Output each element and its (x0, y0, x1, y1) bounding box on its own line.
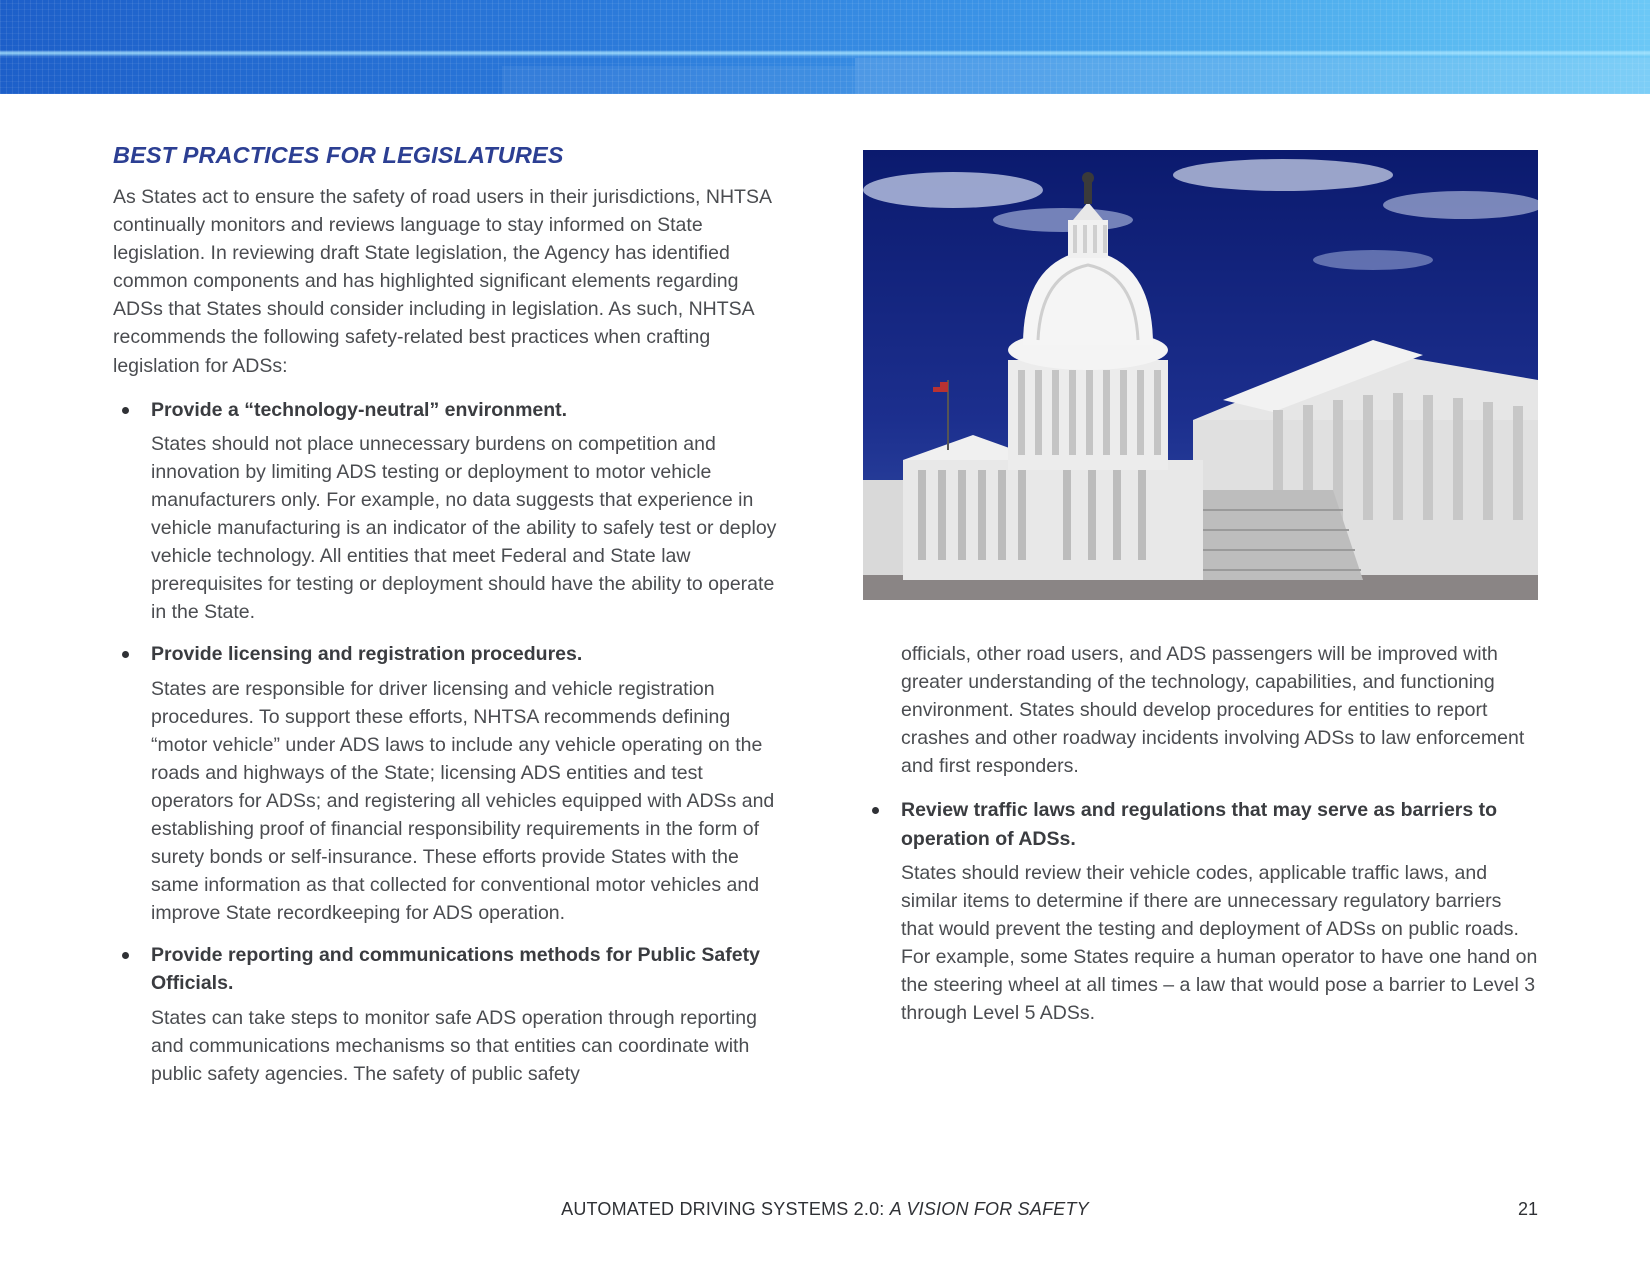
intro-paragraph: As States act to ensure the safety of road users in their jurisdictions, NHTSA continually monitors and reviews language to stay informed on State legislation. In reviewing draft State legislation, the Agency has identified common components and has highlighted significant elements regarding ADSs that States should consider including in legislation. As such, NHTSA recommends the following safety-related best practices when crafting legislation for ADSs: (113, 186, 771, 377)
continuation-paragraph: officials, other road users, and ADS passengers will be improved with greater understanding of the technology, capabilities, and functioning environment. States should develop procedures for entities to report crashes and other roadway incidents involving ADSs to law enforcement and first responders. (901, 643, 1525, 778)
footer-title-italic: A VISION FOR SAFETY (889, 1199, 1089, 1219)
right-column (863, 640, 1539, 1041)
bullet-icon (122, 407, 129, 414)
list-item (113, 396, 785, 627)
left-column (113, 142, 785, 1102)
bullet-title: Provide licensing and registration procedures. (151, 643, 583, 666)
bullet-title: Provide reporting and communications methods for Public Safety Officials. (151, 944, 760, 995)
banner-accent (502, 66, 855, 94)
page-number: 21 (1517, 1199, 1538, 1219)
footer-title-main: AUTOMATED DRIVING SYSTEMS 2.0: (561, 1199, 890, 1219)
bullet-title: Review traffic laws and regulations that may serve as barriers to operation of ADSs. (901, 799, 1498, 850)
section-heading: BEST PRACTICES FOR LEGISLATURES (113, 142, 564, 168)
capitol-illustration (863, 150, 1538, 600)
list-item (863, 796, 1539, 1027)
bullet-icon (122, 952, 129, 959)
bullet-title: Provide a “technology-neutral” environment. (151, 398, 568, 421)
banner-accent (855, 58, 1650, 94)
capitol-building-photo (863, 150, 1538, 600)
footer-document-title (0, 1199, 1650, 1220)
bullet-body: States can take steps to monitor safe ADS operation through reporting and communications mechanisms so that entities can coordinate with public safety agencies. The safety of public safety (151, 1006, 757, 1085)
bullet-icon (122, 651, 129, 658)
best-practices-list (113, 396, 785, 1088)
bullet-body: States are responsible for driver licensing and vehicle registration procedures. To support these efforts, NHTSA recommends defining “motor vehicle” under ADS laws to include any vehicle operating on the roads and highways of the State; licensing ADS entities and test operators for ADSs; and registering all vehicles equipped with ADSs and establishing proof of financial responsibility requirements in the form of surety bonds or self-insurance. These efforts provide States with the same information as that collected for conventional motor vehicles and improve State recordkeeping for ADS operation. (151, 677, 775, 925)
bullet-body: States should not place unnecessary burdens on competition and innovation by limiting ADS testing or deployment to motor vehicle manufacturers only. For example, no data suggests that experience in vehicle manufacturing is an indicator of the ability to safely test or deploy vehicle technology. All entities that meet Federal and State law prerequisites for testing or deployment should have the ability to operate in the State. (151, 432, 777, 624)
top-banner (0, 0, 1650, 94)
best-practices-list-continued (863, 796, 1539, 1027)
list-item (113, 941, 785, 1087)
bullet-icon (872, 807, 879, 814)
bullet-body: States should review their vehicle codes, applicable traffic laws, and similar items to determine if there are unnecessary regulatory barriers that would prevent the testing and deployment of ADSs on public roads. For example, some States require a human operator to have one hand on the steering wheel at all times – a law that would pose a barrier to Level 3 through Level 5 ADSs. (901, 861, 1538, 1025)
list-item (113, 640, 785, 927)
